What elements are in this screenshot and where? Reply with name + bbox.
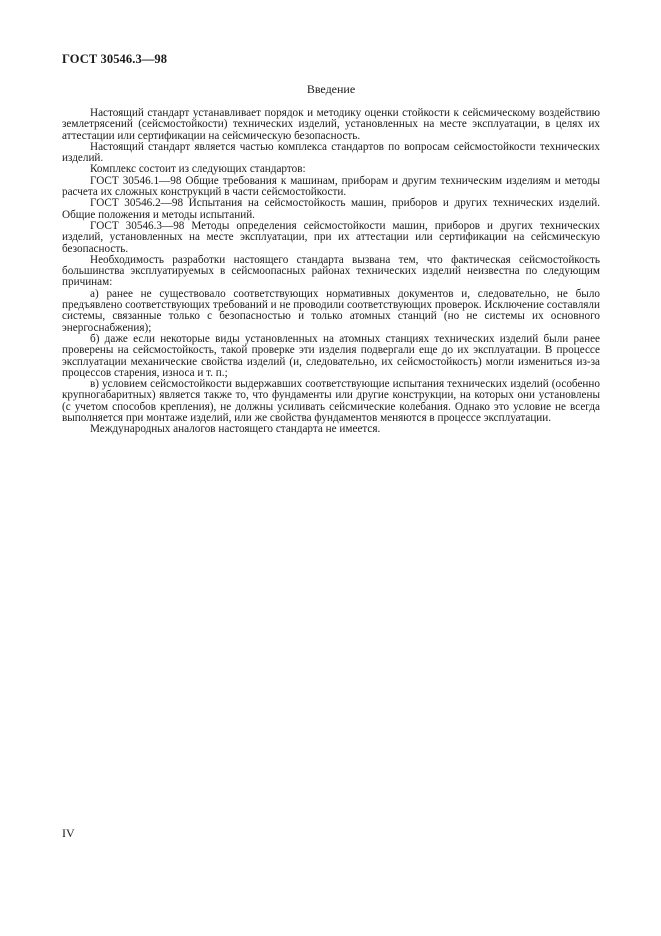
paragraph-part-of-complex: Настоящий стандарт является частью комплекса стандартов по вопросам сейсмостойкости технических изделий. [62,140,600,165]
paragraph-reason-a: а) ранее не существовало соответствующих нормативных документов и, следовательно, не было предъявлено соответствующих требований и не проводили соответствующих проверок. Исключение составляли системы, связанные только с безопасностью и только атомных станций (но не системы их основного энергоснабжения); [62,287,600,334]
paragraph-international-analogues: Международных аналогов настоящего стандарта не имеется. [90,423,381,436]
paragraph-necessity: Необходимость разработки настоящего стандарта вызвана тем, что фактическая сейсмостойкость большинства эксплуатируемых в сейсмоопасных районах технических изделий неизвестна по следующим причинам: [62,253,600,289]
paragraph-scope: Настоящий стандарт устанавливает порядок и методику оценки стойкости к сейсмическому воздействию землетрясений (сейсмостойкости) технических изделий, установленных на месте эксплуатации, в целях их аттестации или сертификации на сейсмическую безопасность. [62,107,600,142]
section-title: Введение [306,82,356,96]
body-text [62,108,600,436]
paragraph-complex-intro: Комплекс состоит из следующих стандартов: [90,163,306,176]
paragraph-reason-b: б) даже если некоторые виды установленных на атомных станциях технических изделий были ранее проверены на сейсмостойкость, такой проверке эти изделия подвергали еще до их эксплуатации. В процессе эксплуатации механические свойства изделий (и, следовательно, их сейсмостойкость) могли измениться из-за процессов старения, износа и т. п.; [62,332,600,379]
paragraph-standard-part-2: ГОСТ 30546.2—98 Испытания на сейсмостойкость машин, приборов и других технических изделий. Общие положения и методы испытаний. [62,197,600,221]
page-number: IV [62,826,75,840]
document-code: ГОСТ 30546.3—98 [62,52,168,66]
paragraph-reason-c: в) условием сейсмостойкости выдержавших соответствующие испытания технических изделий (особенно крупногабаритных) является также то, что фундаменты или другие конструкции, на которых они установлены (с учетом способов крепления), не должны усиливать сейсмические колебания. Однако это условие не всегда выполняется при монтаже изделий, или же свойства фундаментов меняются в процессе эксплуатации. [62,378,600,425]
paragraph-standard-part-1: ГОСТ 30546.1—98 Общие требования к машинам, приборам и другим техническим изделиям и методы расчета их сложных конструкций в части сейсмостойкости. [62,174,600,199]
paragraph-standard-part-3: ГОСТ 30546.3—98 Методы определения сейсмостойкости машин, приборов и других технических изделий, установленных на месте эксплуатации, при их аттестации или сертификации на сейсмическую безопасность. [62,219,600,255]
